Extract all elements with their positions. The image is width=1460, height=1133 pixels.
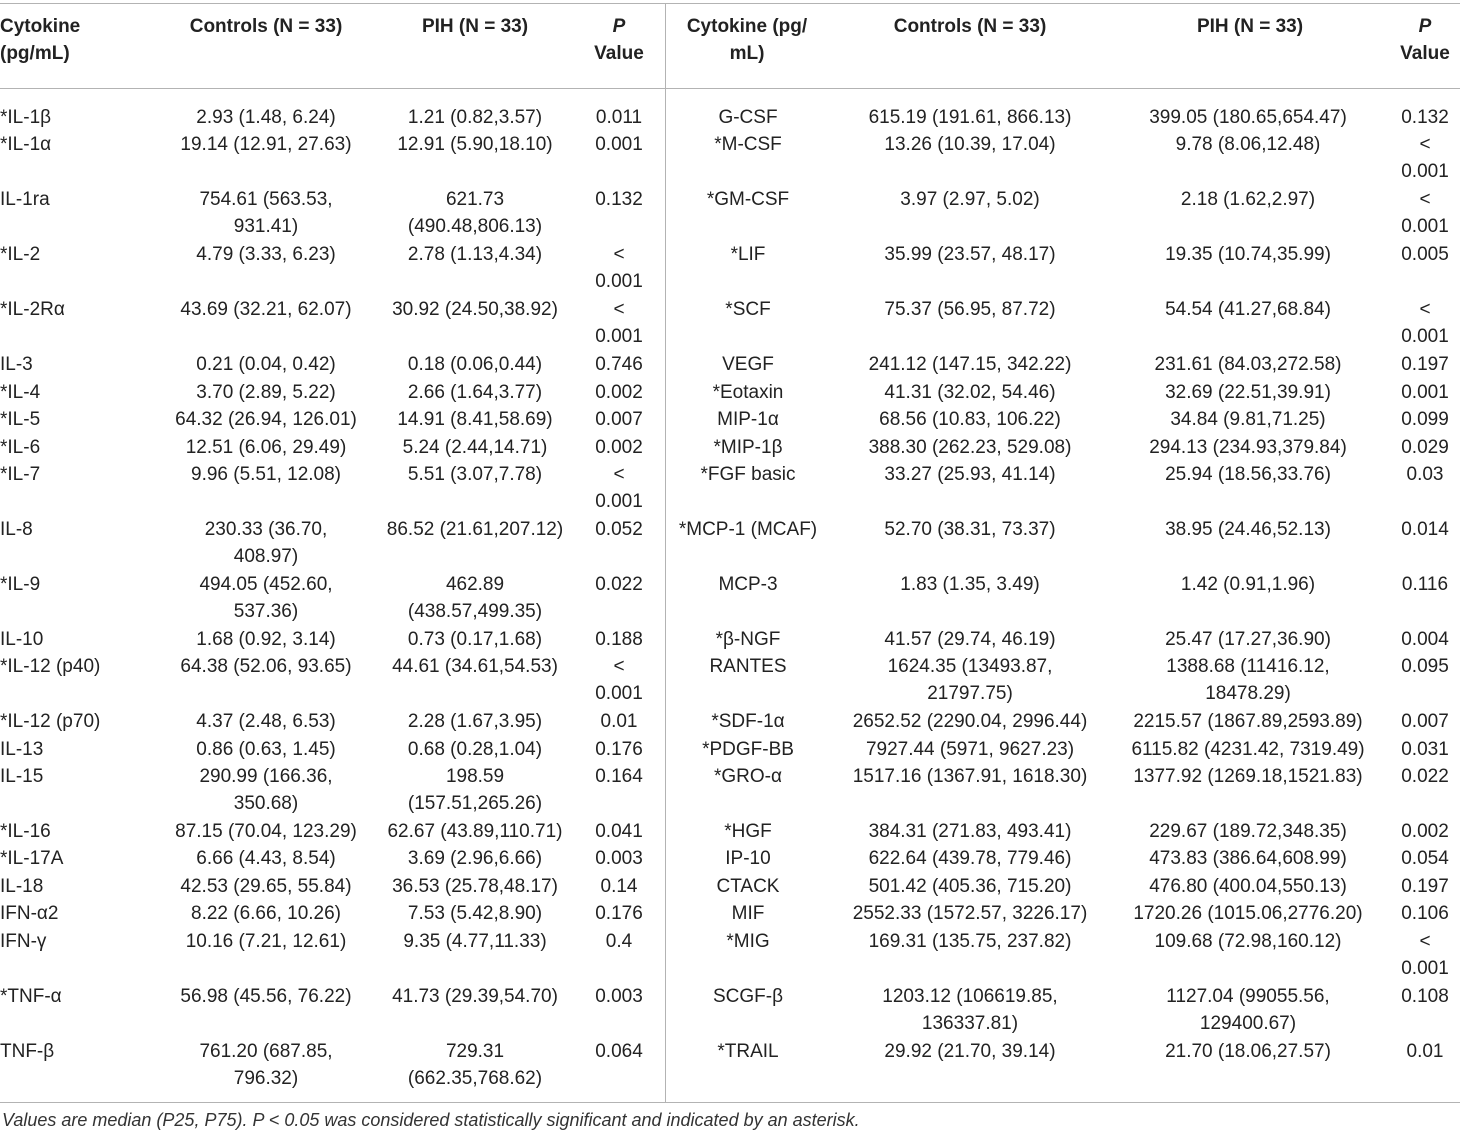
cell-pih-left: 2.28 (1.67,3.95) [407, 711, 543, 732]
header-controls: Controls (N = 33) [189, 16, 343, 37]
cell-cytokine-right: *Eotaxin [712, 382, 784, 403]
cell-pih-right: 1720.26 (1015.06,2776.20) [1133, 903, 1363, 924]
cell-controls-right: 41.31 (32.02, 54.46) [884, 382, 1056, 403]
cell-cytokine-left: IL-18 [0, 876, 44, 897]
cell-pih-right: 19.35 (10.74,35.99) [1165, 244, 1331, 265]
cell-pih-right: 25.47 (17.27,36.90) [1165, 629, 1331, 650]
cell-p-right: 0.106 [1401, 903, 1449, 924]
cell-p-right: 0.014 [1401, 519, 1449, 540]
cell-cytokine-right: RANTES [709, 656, 787, 677]
cell-p-right: 0.132 [1401, 107, 1449, 128]
cell-p-left: 0.002 [595, 382, 643, 403]
cell-controls-left: 87.15 (70.04, 123.29) [175, 821, 357, 842]
cell-controls-right: 75.37 (56.95, 87.72) [884, 299, 1056, 320]
cell-p-right: 0.031 [1401, 739, 1449, 760]
cell-pih-left: 86.52 (21.61,207.12) [386, 519, 564, 540]
cell-cytokine-right: MCP-3 [718, 574, 778, 595]
cell-pih-right: 109.68 (72.98,160.12) [1154, 931, 1342, 952]
cell-p-right: 0.099 [1401, 409, 1449, 430]
cell-pih-left: 0.73 (0.17,1.68) [407, 629, 543, 650]
cell-pih-right: 1388.68 (11416.12, 18478.29) [1166, 656, 1330, 705]
cell-p-left: 0.003 [595, 848, 643, 869]
cell-controls-right: 1.83 (1.35, 3.49) [900, 574, 1040, 595]
cell-pih-right: 21.70 (18.06,27.57) [1165, 1041, 1331, 1062]
cell-cytokine-left: *IL-2Rα [0, 299, 65, 320]
cell-cytokine-right: MIF [731, 903, 765, 924]
cell-controls-left: 12.51 (6.06, 29.49) [185, 437, 347, 458]
cell-cytokine-right: *HGF [724, 821, 772, 842]
cell-p-right: 0.116 [1401, 574, 1449, 595]
cell-p-right: < 0.001 [1401, 134, 1449, 183]
table-row [0, 241, 1460, 293]
cell-p-left: 0.022 [595, 574, 643, 595]
cell-cytokine-left: *IL-6 [0, 437, 41, 458]
cell-pih-right: 229.67 (189.72,348.35) [1149, 821, 1347, 842]
cell-pih-right: 25.94 (18.56,33.76) [1165, 464, 1331, 485]
cell-pih-left: 62.67 (43.89,110.71) [387, 821, 563, 842]
header-controls-right: Controls (N = 33) [893, 16, 1047, 37]
cell-p-right: 0.007 [1401, 711, 1449, 732]
cell-pih-left: 3.69 (2.96,6.66) [407, 848, 543, 869]
cell-p-left: 0.064 [595, 1041, 643, 1062]
cell-cytokine-left: *IL-1α [0, 134, 52, 155]
cell-cytokine-right: SCGF-β [712, 986, 784, 1007]
table-footnote: Values are median (P25, P75). P < 0.05 was considered statistically significant and indicated by an asterisk. [2, 1110, 860, 1130]
header-cytokine: Cytokine (pg/mL) [0, 16, 81, 64]
cell-p-left: 0.002 [595, 437, 643, 458]
cell-cytokine-right: *SDF-1α [711, 711, 785, 732]
cell-cytokine-right: *M-CSF [714, 134, 782, 155]
cell-p-left: 0.14 [600, 876, 638, 897]
table-row [0, 186, 1460, 238]
cell-p-left: 0.4 [605, 931, 633, 952]
table-row [0, 131, 1460, 183]
cell-controls-right: 1517.16 (1367.91, 1618.30) [852, 766, 1088, 787]
top-rule [0, 3, 1460, 4]
bottom-rule [0, 1102, 1460, 1103]
cell-p-left: 0.003 [595, 986, 643, 1007]
cell-cytokine-left: IL-13 [0, 739, 44, 760]
cell-controls-right: 615.19 (191.61, 866.13) [868, 107, 1072, 128]
cell-pih-left: 12.91 (5.90,18.10) [397, 134, 553, 155]
cell-cytokine-left: *IL-16 [0, 821, 51, 842]
cell-cytokine-left: *TNF-α [0, 986, 62, 1007]
cell-controls-right: 13.26 (10.39, 17.04) [884, 134, 1056, 155]
cell-controls-left: 42.53 (29.65, 55.84) [180, 876, 352, 897]
cell-p-right: 0.108 [1401, 986, 1449, 1007]
cell-p-left: < 0.001 [595, 299, 643, 348]
table-row [0, 434, 1460, 460]
cell-controls-left: 230.33 (36.70, 408.97) [204, 519, 328, 568]
cell-cytokine-left: IL-8 [0, 519, 33, 540]
cell-p-left: 0.041 [595, 821, 643, 842]
cell-pih-right: 231.61 (84.03,272.58) [1154, 354, 1342, 375]
cell-p-right: 0.001 [1401, 382, 1449, 403]
cell-p-right: 0.002 [1401, 821, 1449, 842]
cell-controls-left: 64.32 (26.94, 126.01) [175, 409, 357, 430]
cell-cytokine-right: *GM-CSF [706, 189, 790, 210]
cell-p-left: 0.176 [595, 739, 643, 760]
cell-controls-left: 19.14 (12.91, 27.63) [180, 134, 352, 155]
cell-pih-right: 54.54 (41.27,68.84) [1165, 299, 1331, 320]
cell-p-left: 0.052 [595, 519, 643, 540]
table-row [0, 845, 1460, 871]
cell-cytokine-left: IFN-α2 [0, 903, 59, 924]
cell-controls-right: 52.70 (38.31, 73.37) [884, 519, 1056, 540]
table-row [0, 708, 1460, 734]
cell-controls-left: 10.16 (7.21, 12.61) [185, 931, 347, 952]
cell-pih-right: 2215.57 (1867.89,2593.89) [1133, 711, 1363, 732]
cell-p-right: < 0.001 [1401, 189, 1449, 238]
header-pih-right: PIH (N = 33) [1196, 16, 1304, 37]
cell-cytokine-left: *IL-2 [0, 244, 41, 265]
cell-cytokine-left: *IL-12 (p40) [0, 656, 101, 677]
cell-cytokine-right: *LIF [730, 244, 766, 265]
cell-p-left: 0.01 [600, 711, 638, 732]
cell-p-left: 0.132 [595, 189, 643, 210]
cell-controls-left: 494.05 (452.60, 537.36) [199, 574, 333, 623]
cell-pih-left: 198.59 (157.51,265.26) [407, 766, 543, 815]
cell-cytokine-left: *IL-12 (p70) [0, 711, 101, 732]
cell-controls-left: 754.61 (563.53, 931.41) [199, 189, 333, 238]
cell-pih-right: 1.42 (0.91,1.96) [1180, 574, 1316, 595]
cell-controls-left: 2.93 (1.48, 6.24) [196, 107, 336, 128]
cell-p-right: 0.022 [1401, 766, 1449, 787]
cell-controls-left: 1.68 (0.92, 3.14) [196, 629, 336, 650]
cell-pih-left: 30.92 (24.50,38.92) [392, 299, 558, 320]
cell-controls-left: 4.79 (3.33, 6.23) [196, 244, 336, 265]
table-row [0, 104, 1460, 130]
cell-p-right: 0.029 [1401, 437, 1449, 458]
cell-p-left: 0.007 [595, 409, 643, 430]
cell-p-left: 0.011 [595, 107, 643, 128]
cell-cytokine-left: *IL-4 [0, 382, 41, 403]
cell-cytokine-left: *IL-5 [0, 409, 41, 430]
cell-controls-left: 761.20 (687.85, 796.32) [199, 1041, 333, 1090]
cell-cytokine-left: IL-15 [0, 766, 44, 787]
cell-pih-right: 32.69 (22.51,39.91) [1165, 382, 1331, 403]
table-row [0, 763, 1460, 815]
table-row [0, 379, 1460, 405]
header-p-right-italic: P [1418, 16, 1432, 37]
table-row [0, 928, 1460, 980]
cell-pih-left: 729.31 (662.35,768.62) [407, 1041, 543, 1090]
cell-controls-right: 169.31 (135.75, 237.82) [868, 931, 1072, 952]
cell-p-left: 0.164 [595, 766, 643, 787]
cell-controls-right: 35.99 (23.57, 48.17) [884, 244, 1056, 265]
cell-controls-left: 9.96 (5.51, 12.08) [191, 464, 341, 485]
cell-cytokine-left: IL-10 [0, 629, 44, 650]
cell-controls-left: 43.69 (32.21, 62.07) [180, 299, 352, 320]
cell-cytokine-right: *MCP-1 (MCAF) [678, 519, 818, 540]
table-row [0, 900, 1460, 926]
header-rule [0, 88, 1460, 89]
cell-pih-right: 476.80 (400.04,550.13) [1149, 876, 1347, 897]
table-row [0, 818, 1460, 844]
cell-cytokine-left: *IL-9 [0, 574, 41, 595]
cell-cytokine-right: *β-NGF [715, 629, 781, 650]
cell-pih-left: 9.35 (4.77,11.33) [403, 931, 547, 952]
cell-pih-right: 294.13 (234.93,379.84) [1149, 437, 1347, 458]
cell-pih-left: 7.53 (5.42,8.90) [407, 903, 543, 924]
cell-cytokine-right: *MIP-1β [713, 437, 783, 458]
cell-controls-left: 8.22 (6.66, 10.26) [191, 903, 341, 924]
header-p-italic: P [612, 16, 626, 37]
cell-controls-right: 1203.12 (106619.85, 136337.81) [882, 986, 1058, 1035]
cell-cytokine-right: *GRO-α [714, 766, 782, 787]
cell-pih-left: 2.78 (1.13,4.34) [407, 244, 543, 265]
cell-pih-left: 462.89 (438.57,499.35) [407, 574, 543, 623]
cell-pih-left: 0.68 (0.28,1.04) [407, 739, 543, 760]
cell-pih-right: 1127.04 (99055.56, 129400.67) [1166, 986, 1330, 1035]
cell-cytokine-right: *TRAIL [717, 1041, 779, 1062]
cell-p-left: < 0.001 [595, 244, 643, 293]
cell-p-right: 0.004 [1401, 629, 1449, 650]
cell-controls-right: 388.30 (262.23, 529.08) [868, 437, 1072, 458]
cell-cytokine-right: *PDGF-BB [702, 739, 794, 760]
cell-cytokine-left: TNF-β [0, 1041, 55, 1062]
cell-p-left: 0.176 [595, 903, 643, 924]
header-p-right-value: Value [1400, 43, 1450, 64]
cell-controls-right: 2652.52 (2290.04, 2996.44) [852, 711, 1088, 732]
cell-cytokine-right: *FGF basic [700, 464, 796, 485]
cell-pih-left: 44.61 (34.61,54.53) [392, 656, 558, 677]
cell-pih-right: 399.05 (180.65,654.47) [1149, 107, 1347, 128]
cell-controls-right: 384.31 (271.83, 493.41) [868, 821, 1072, 842]
cell-p-left: 0.746 [595, 354, 643, 375]
cell-pih-left: 41.73 (29.39,54.70) [392, 986, 558, 1007]
cell-p-right: < 0.001 [1401, 931, 1449, 980]
cell-pih-left: 14.91 (8.41,58.69) [397, 409, 553, 430]
header-p-right [1392, 13, 1458, 67]
cell-cytokine-right: VEGF [722, 354, 774, 375]
cell-pih-left: 621.73 (490.48,806.13) [407, 189, 543, 238]
table-row [0, 873, 1460, 899]
cell-controls-right: 29.92 (21.70, 39.14) [884, 1041, 1056, 1062]
table-row [0, 626, 1460, 652]
cell-pih-right: 34.84 (9.81,71.25) [1170, 409, 1326, 430]
cell-pih-right: 1377.92 (1269.18,1521.83) [1133, 766, 1363, 787]
cell-controls-left: 64.38 (52.06, 93.65) [180, 656, 352, 677]
cell-controls-left: 6.66 (4.43, 8.54) [196, 848, 336, 869]
cell-cytokine-left: IL-1ra [0, 189, 50, 210]
cell-controls-left: 4.37 (2.48, 6.53) [196, 711, 336, 732]
cell-p-right: 0.095 [1401, 656, 1449, 677]
table-row [0, 571, 1460, 623]
cell-cytokine-right: IP-10 [725, 848, 771, 869]
cell-pih-right: 6115.82 (4231.42, 7319.49) [1131, 739, 1365, 760]
cell-controls-right: 622.64 (439.78, 779.46) [868, 848, 1072, 869]
table-row [0, 983, 1460, 1035]
cell-cytokine-right: *SCF [725, 299, 771, 320]
cell-pih-right: 38.95 (24.46,52.13) [1165, 519, 1331, 540]
cell-cytokine-right: CTACK [716, 876, 780, 897]
table-row [0, 406, 1460, 432]
cell-controls-left: 56.98 (45.56, 76.22) [180, 986, 352, 1007]
cell-p-left: 0.001 [595, 134, 643, 155]
cell-cytokine-right: G-CSF [718, 107, 778, 128]
header-cytokine-right: Cytokine (pg/ mL) [686, 16, 808, 64]
header-pih: PIH (N = 33) [421, 16, 529, 37]
cell-pih-right: 473.83 (386.64,608.99) [1149, 848, 1347, 869]
cell-p-left: < 0.001 [595, 656, 643, 705]
cell-cytokine-left: *IL-7 [0, 464, 41, 485]
cell-controls-right: 501.42 (405.36, 715.20) [868, 876, 1072, 897]
cell-p-right: 0.197 [1401, 354, 1449, 375]
cell-controls-right: 1624.35 (13493.87, 21797.75) [887, 656, 1053, 705]
table-row [0, 296, 1460, 348]
cell-pih-left: 1.21 (0.82,3.57) [407, 107, 543, 128]
table-row [0, 516, 1460, 568]
cell-p-left: < 0.001 [595, 464, 643, 513]
cell-cytokine-right: MIP-1α [717, 409, 779, 430]
cell-controls-right: 68.56 (10.83, 106.22) [879, 409, 1061, 430]
cell-p-right: 0.197 [1401, 876, 1449, 897]
cell-controls-right: 241.12 (147.15, 342.22) [868, 354, 1072, 375]
cell-pih-right: 9.78 (8.06,12.48) [1175, 134, 1321, 155]
table-row [0, 1038, 1460, 1090]
table-row [0, 736, 1460, 762]
table-row [0, 351, 1460, 377]
cell-pih-left: 36.53 (25.78,48.17) [392, 876, 558, 897]
cell-pih-left: 5.24 (2.44,14.71) [402, 437, 548, 458]
cell-controls-right: 33.27 (25.93, 41.14) [884, 464, 1056, 485]
cell-controls-left: 290.99 (166.36, 350.68) [199, 766, 333, 815]
cell-p-right: 0.01 [1406, 1041, 1444, 1062]
header-p-value: Value [594, 43, 644, 64]
cell-cytokine-right: *MIG [726, 931, 770, 952]
cell-pih-right: 2.18 (1.62,2.97) [1180, 189, 1316, 210]
cell-p-left: 0.188 [595, 629, 643, 650]
cell-controls-right: 41.57 (29.74, 46.19) [884, 629, 1056, 650]
cell-pih-left: 2.66 (1.64,3.77) [407, 382, 543, 403]
cell-controls-right: 7927.44 (5971, 9627.23) [865, 739, 1075, 760]
cell-controls-right: 2552.33 (1572.57, 3226.17) [852, 903, 1088, 924]
cell-pih-left: 5.51 (3.07,7.78) [407, 464, 543, 485]
cell-controls-left: 0.86 (0.63, 1.45) [196, 739, 336, 760]
cell-controls-left: 0.21 (0.04, 0.42) [196, 354, 336, 375]
cell-controls-right: 3.97 (2.97, 5.02) [900, 189, 1040, 210]
cell-p-right: 0.054 [1401, 848, 1449, 869]
table-row [0, 653, 1460, 705]
cell-controls-left: 3.70 (2.89, 5.22) [196, 382, 336, 403]
cell-cytokine-left: IL-3 [0, 354, 33, 375]
cell-p-right: 0.03 [1406, 464, 1444, 485]
cell-cytokine-left: *IL-1β [0, 107, 52, 128]
table-row [0, 461, 1460, 513]
cell-cytokine-left: IFN-γ [0, 931, 47, 952]
cell-pih-left: 0.18 (0.06,0.44) [407, 354, 543, 375]
header-p [588, 13, 650, 67]
cell-cytokine-left: *IL-17A [0, 848, 64, 869]
cell-p-right: 0.005 [1401, 244, 1449, 265]
cell-p-right: < 0.001 [1401, 299, 1449, 348]
